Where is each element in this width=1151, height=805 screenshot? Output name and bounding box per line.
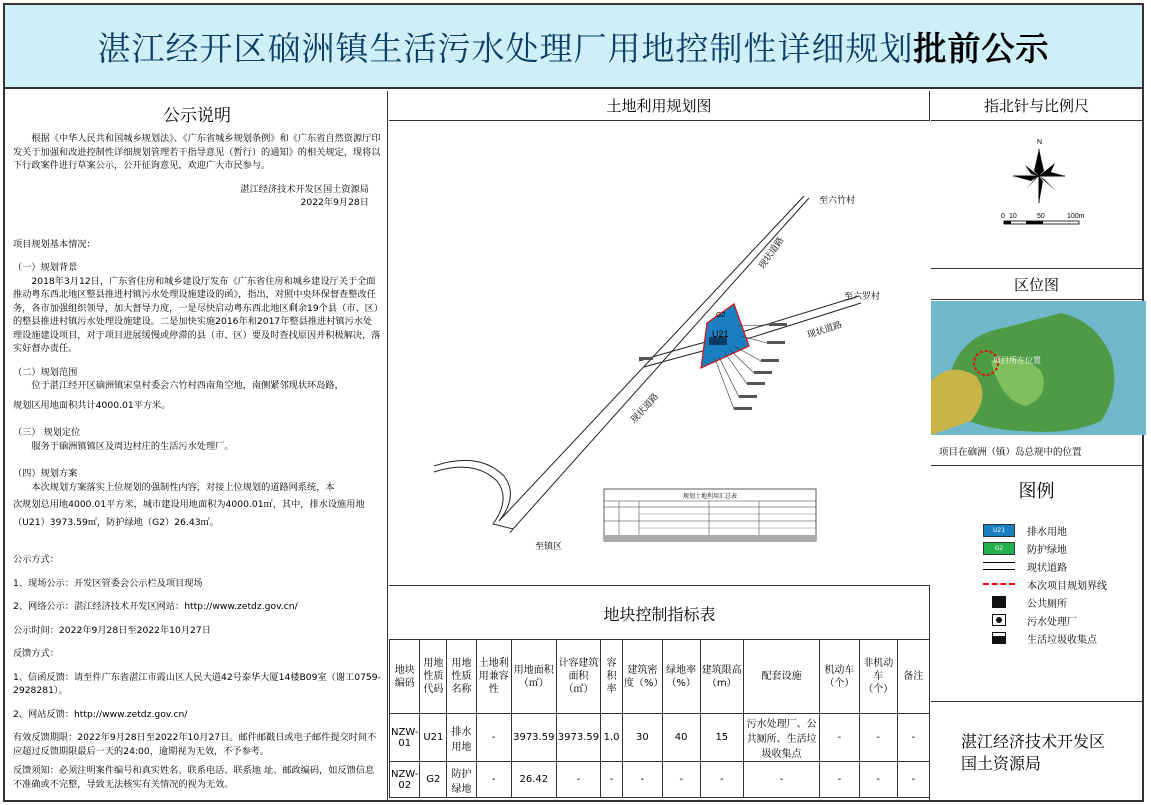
- g2-swatch: G2: [983, 542, 1015, 555]
- legend-item: U21 排水用地: [983, 521, 1142, 539]
- table-cell: 40: [662, 714, 700, 762]
- title-main: 湛江经开区硇洲镇生活污水处理厂用地控制性详细规划: [97, 28, 914, 68]
- table-cell: 26.42: [511, 762, 556, 798]
- method-title: 公示方式：: [13, 554, 59, 565]
- scale-bar: [1001, 213, 1085, 224]
- marker-label: 项目所在位置: [993, 356, 1041, 365]
- plan-text: 本次规划方案落实上位规划的强制性内容，对接上位规划的道路网系统，本: [31, 481, 335, 493]
- table-cell: NZW-02: [390, 762, 420, 798]
- garbage-icon: [983, 632, 1015, 645]
- svg-text:10: 10: [1009, 213, 1017, 220]
- label-road3: 现状道路: [628, 391, 661, 425]
- svg-text:0: 0: [1001, 213, 1005, 220]
- legend-item: 公共厕所: [983, 593, 1142, 611]
- g2-label: G2: [716, 312, 726, 319]
- compass-svg: [931, 121, 1146, 269]
- road-edge-a: [434, 196, 804, 521]
- table-cell: -: [859, 714, 897, 762]
- table-header-cell: 计容建筑面积（㎡）: [556, 640, 600, 714]
- period: 公示时间：2022年9月28日至2022年10月27日: [13, 624, 211, 636]
- table-cell: 3973.59: [511, 714, 556, 762]
- plan-panel: [389, 91, 930, 800]
- landuse-map-svg: [389, 121, 930, 586]
- compass-panel: [931, 121, 1142, 269]
- plan-text3: （U21）3973.59㎡，防护绿地（G2）26.43㎡。: [13, 516, 219, 528]
- feedback-1: 1、信函反馈：请至件广东省湛江市霞山区人民大道42号泰华大厦14楼B09室（谢工0759-2928281）。: [13, 671, 381, 696]
- plant-icon: [983, 614, 1015, 627]
- location-caption: 项目在硇洲（镇）岛总规中的位置: [931, 436, 1142, 466]
- u21-label: U21: [712, 329, 729, 339]
- table-header-cell: 土地利用兼容性: [476, 640, 511, 714]
- legend: [931, 521, 1142, 647]
- table-cell: 15: [700, 714, 744, 762]
- toilet-icon: [983, 596, 1015, 609]
- feedback-valid: 有效反馈期限：2022年9月28日至2022年10月27日。邮件邮戳日或电子邮件提交时间不应超过反馈期限最后一天的24:00，逾期视为无效，不予参考。: [13, 732, 377, 757]
- bg-title: （一）规划背景: [13, 262, 78, 273]
- org-block: [931, 701, 1142, 804]
- table-header-cell: 绿地率（%）: [662, 640, 700, 714]
- legend-item: 现状道路: [983, 557, 1142, 575]
- label-liuzhu: 至六竹村: [819, 195, 856, 205]
- title-bold: 批前公示: [913, 28, 1050, 68]
- legend-item: 污水处理厂: [983, 611, 1142, 629]
- road-edge-c: [510, 529, 513, 533]
- table-cell: 防护绿地: [447, 762, 476, 798]
- summary-title: 规划土地利用汇总表: [682, 494, 738, 500]
- label-road1: 现状道路: [756, 235, 786, 271]
- scope-text2: 规划区用地面积共计4000.01平方米。: [13, 399, 171, 411]
- control-table: [389, 639, 930, 798]
- poster-frame: [3, 3, 1144, 802]
- label-road2: 现状道路: [805, 319, 844, 340]
- table-cell: U21: [420, 714, 447, 762]
- control-title: 地块控制指标表: [603, 604, 716, 624]
- north-label: N: [1037, 139, 1043, 146]
- table-header-cell: 容积率: [601, 640, 623, 714]
- pos-text: 服务于硇洲镇镇区及周边村庄的生活污水处理厂。: [31, 440, 234, 452]
- table-cell: -: [820, 762, 860, 798]
- compass-rose-icon: [1013, 149, 1065, 203]
- compass-title: 指北针与比例尺: [931, 91, 1142, 121]
- plan-text2: 次规划总用地4000.01平方米，城市建设用地面积为4000.01㎡，其中，排水设施用地: [13, 499, 365, 510]
- table-cell: -: [820, 714, 860, 762]
- location-map-svg: [931, 301, 1146, 435]
- table-header-cell: 用地性质名称: [447, 640, 476, 714]
- legend-title: 图例: [1018, 481, 1055, 502]
- bg-text: 2018年3月12日，广东省住房和城乡建设厅发布《广东省住房和城乡建设厅关于全面推动粤东西北地区整县推进村镇污水处理设施建设的函》，指出，对照中央环保督查整改任务，各市加强组织领导，加大督导力度，一是尽快启动粤东西北地区剩余19个县（市、区）的整县推进村镇污水处理设施建设。二是加快实施2016年和2017年整县推进村镇污水处理设施建设项目，对于项目进展缓慢或停滞的县（市、区）要及时查找原因并积极解决，落实好督办责任。: [13, 275, 381, 354]
- table-cell: -: [623, 762, 663, 798]
- notice-date: 2022年9月28日: [300, 197, 369, 208]
- table-header-cell: 建筑密度（%）: [623, 640, 663, 714]
- notice-heading: 公示说明: [163, 106, 231, 126]
- location-map: [931, 301, 1142, 435]
- table-cell: 污水处理厂、公共厕所、生活垃圾收集点: [744, 714, 820, 762]
- table-cell: -: [744, 762, 820, 798]
- feedback-2: 2、网站反馈：http://www.zetdz.gov.cn/: [13, 708, 188, 720]
- table-cell: 1.0: [601, 714, 623, 762]
- plan-title: （四）规划方案: [13, 468, 78, 479]
- scope-title: （二）规划范围: [13, 366, 78, 378]
- notice-intro: 根据《中华人民共和国城乡规划法》、《广东省城乡规划条例》和《广东省自然资源厅印发关于加强和改进控制性详细规划管理若干指导意见（暂行）的通知》的相关规定，现将以下行政案件进行草案公示，公开征询意见，欢迎广大市民参与。: [13, 133, 381, 171]
- road-east-b: [644, 303, 861, 367]
- feedback-note: 反馈须知：必须注明案件编号和真实姓名、联系电话、联系地 址、邮政编码，如反馈信息不准确或不完整，导致无法核实有关情况的视为无效。: [13, 765, 375, 790]
- table-cell: -: [859, 762, 897, 798]
- basic-title: 项目规划基本情况：: [13, 238, 96, 250]
- table-cell: 排水用地: [447, 714, 476, 762]
- label-town: 至镇区: [535, 541, 563, 551]
- method-2: 2、网络公示：湛江经济技术开发区网站：http://www.zetdz.gov.cn/: [13, 601, 298, 612]
- table-row: [390, 714, 930, 762]
- table-header-cell: 用地性质代码: [420, 640, 447, 714]
- table-cell: NZW-01: [390, 714, 420, 762]
- table-cell: 3973.59: [556, 714, 600, 762]
- landuse-title: 土地利用规划图: [389, 91, 929, 121]
- title-banner: [5, 5, 1142, 89]
- table-cell: -: [476, 762, 511, 798]
- table-cell: -: [556, 762, 600, 798]
- road-swatch: [983, 562, 1015, 570]
- legend-item: 生活垃圾收集点: [983, 629, 1142, 647]
- side-panel: [931, 91, 1142, 800]
- table-cell: 30: [623, 714, 663, 762]
- table-header-cell: 非机动车（个）: [859, 640, 897, 714]
- table-cell: -: [897, 762, 929, 798]
- boundary-swatch: [983, 583, 1015, 585]
- table-header-cell: 配套设施: [744, 640, 820, 714]
- u21-swatch: U21: [983, 524, 1015, 537]
- table-header-cell: 用地面积（㎡）: [511, 640, 556, 714]
- table-header-cell: 地块编码: [390, 640, 420, 714]
- feedback-title: 反馈方式：: [13, 648, 59, 659]
- legend-item: G2 防护绿地: [983, 539, 1142, 557]
- table-header-cell: 备注: [897, 640, 929, 714]
- table-cell: -: [476, 714, 511, 762]
- notice-issuer: 湛江经济技术开发区国土资源局: [240, 183, 369, 195]
- label-liuluo: 至六罗村: [844, 291, 881, 301]
- location-title: 区位图: [931, 270, 1142, 300]
- table-row: [390, 762, 930, 798]
- svg-text:100m: 100m: [1067, 213, 1085, 220]
- landuse-map: [389, 121, 930, 586]
- legend-item: 本次项目规划界线: [983, 575, 1142, 593]
- notice-panel: [5, 91, 388, 800]
- org-line2: 国土资源局: [961, 754, 1042, 773]
- control-header-row: [390, 640, 930, 714]
- table-cell: -: [897, 714, 929, 762]
- table-cell: -: [601, 762, 623, 798]
- summary-table: [604, 489, 816, 541]
- org-line1: 湛江经济技术开发区: [961, 732, 1106, 751]
- table-header-cell: 建筑限高（m）: [700, 640, 744, 714]
- pos-title: （三） 规划定位: [13, 427, 81, 438]
- scope-text: 位于湛江经开区硇洲镇宋皇村委会六竹村西南角空地，南侧紧邻现状环岛路，: [31, 380, 344, 391]
- table-cell: G2: [420, 762, 447, 798]
- table-cell: -: [700, 762, 744, 798]
- svg-text:50: 50: [1037, 213, 1045, 220]
- table-cell: -: [662, 762, 700, 798]
- method-1: 1、现场公示：开发区管委会公示栏及项目现场: [13, 577, 203, 589]
- road-edge-b: [434, 198, 809, 529]
- table-header-cell: 机动车（个）: [820, 640, 860, 714]
